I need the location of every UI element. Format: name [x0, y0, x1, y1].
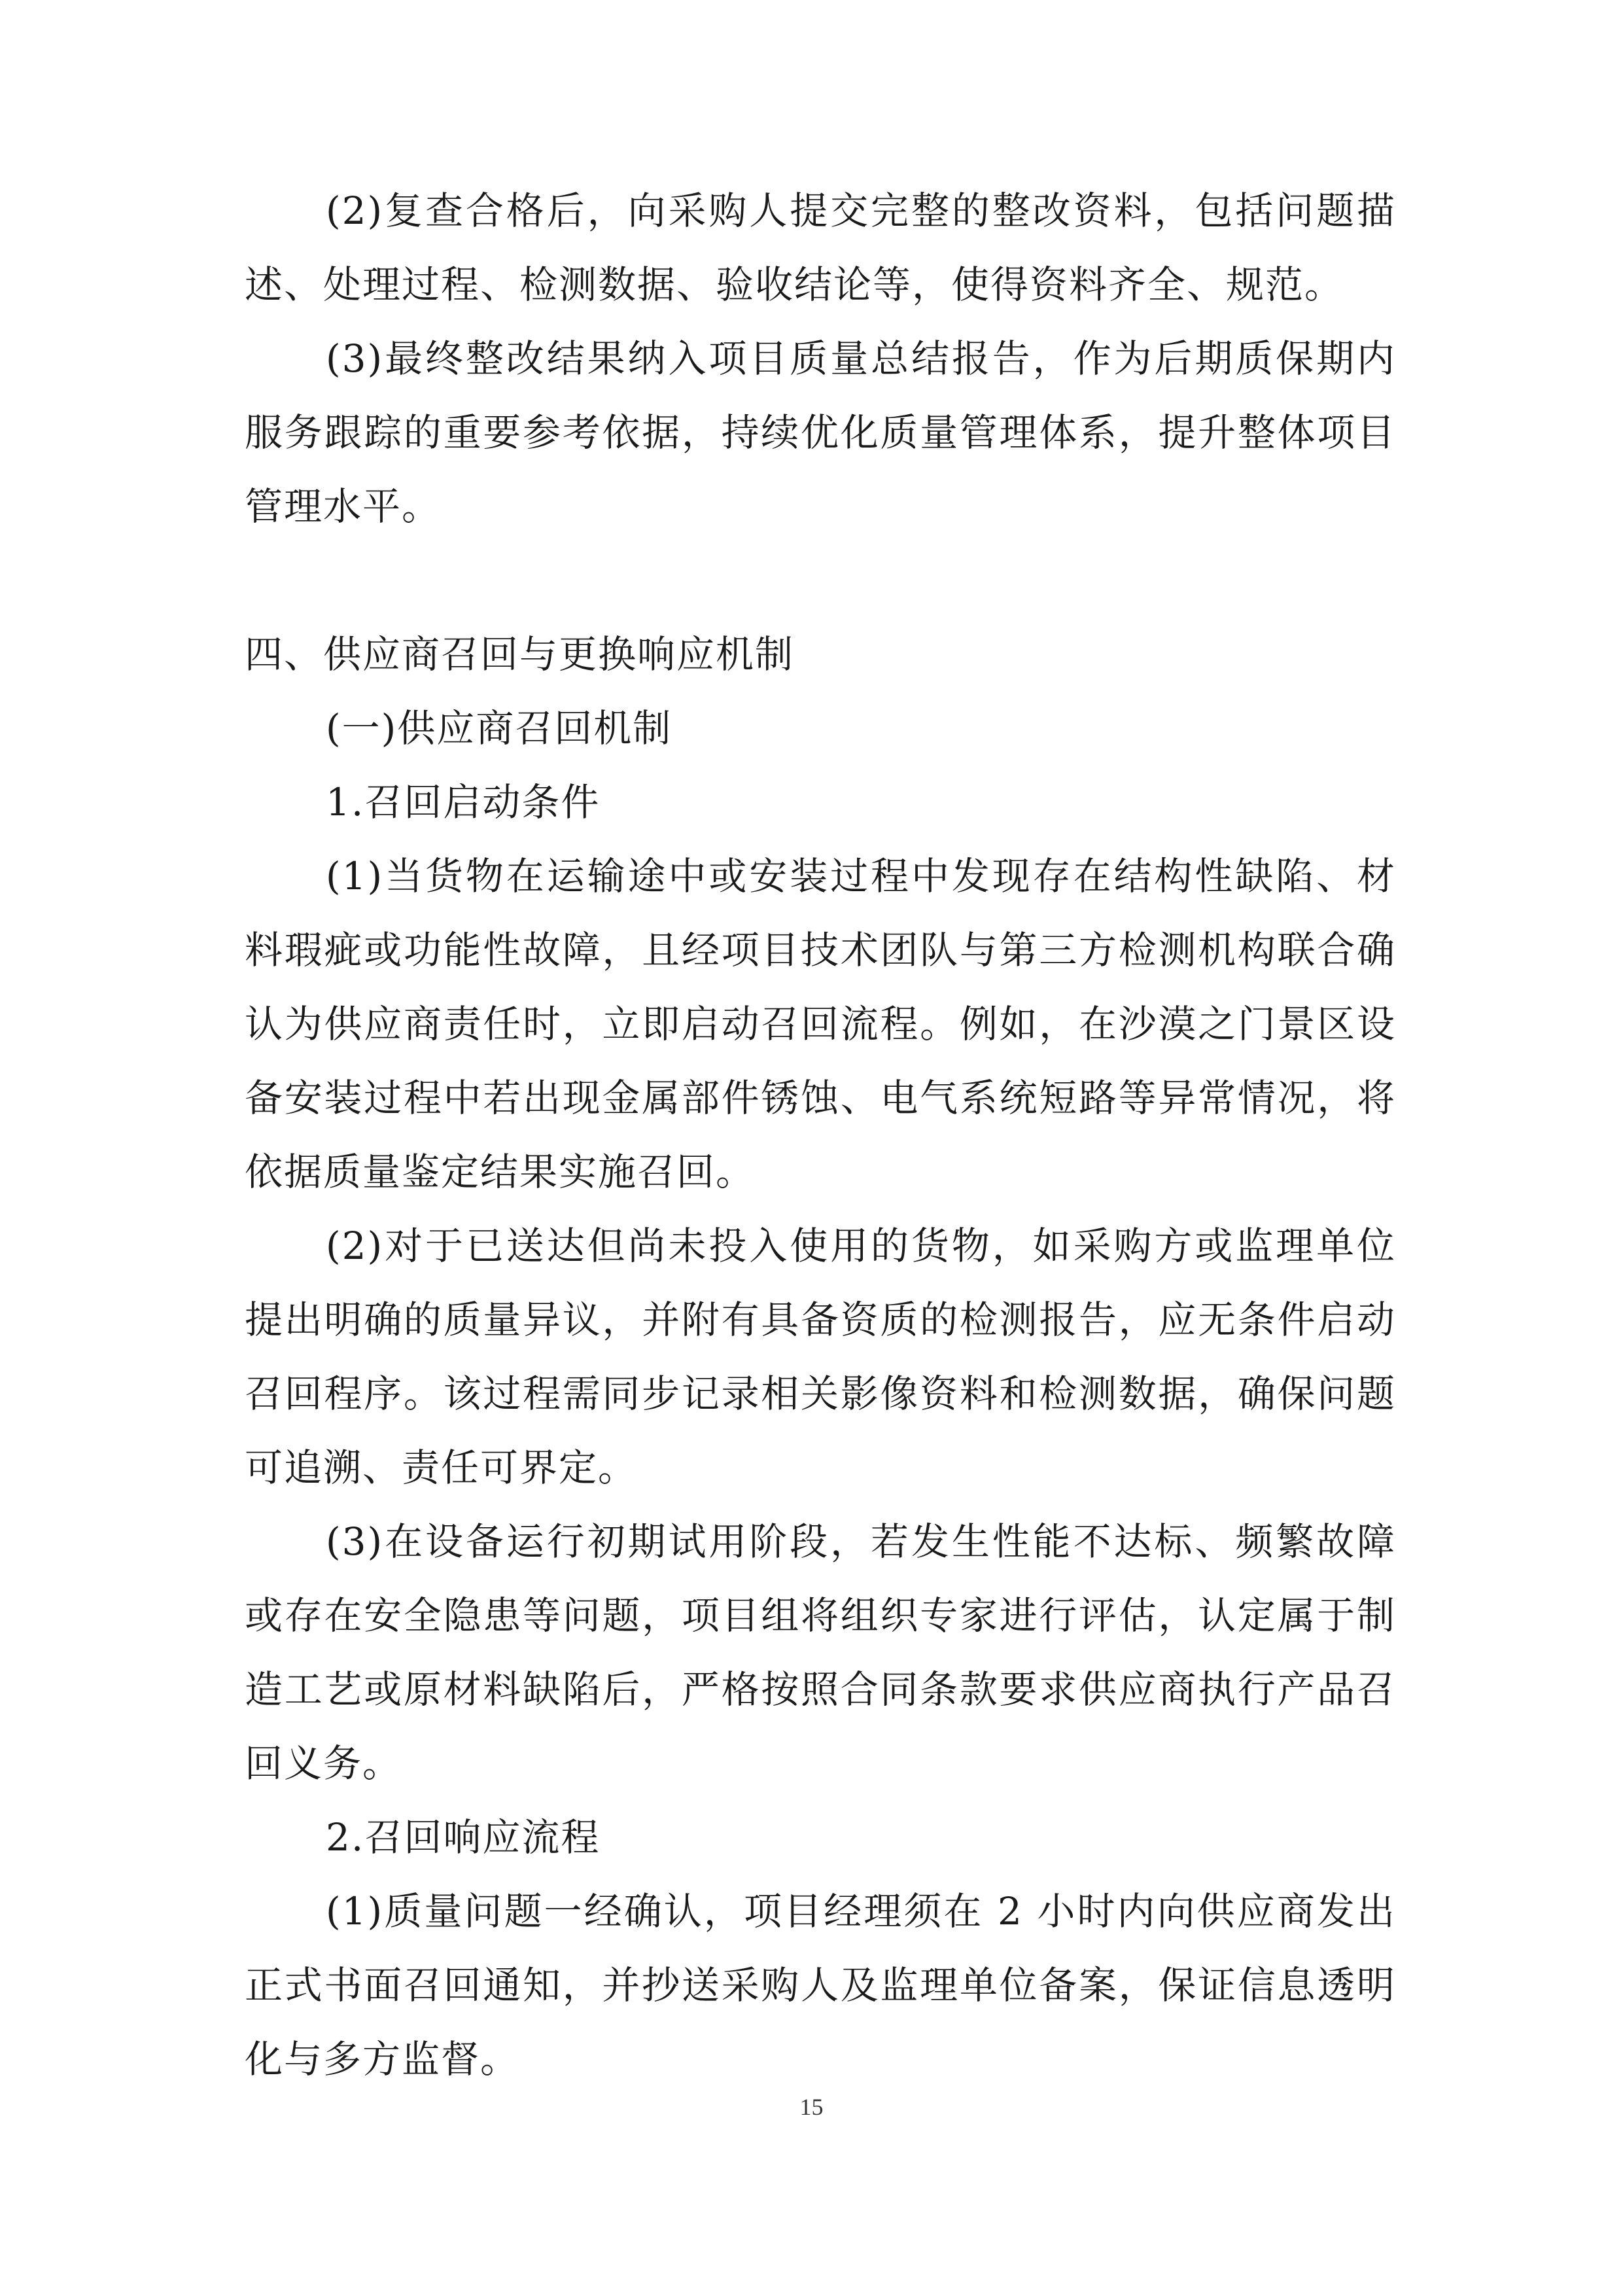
paragraph-recall-condition-2: (2)对于已送达但尚未投入使用的货物，如采购方或监理单位提出明确的质量异议，并附有具备资质的检测报告，应无条件启动召回程序。该过程需同步记录相关影像资料和检测数据，确保问题可追溯、责任可界定。 [245, 1224, 1396, 1490]
item-heading-recall-conditions: 1.召回启动条件 [326, 780, 601, 824]
item-heading-recall-process: 2.召回响应流程 [326, 1815, 601, 1860]
section-heading-supplier-recall: 四、供应商召回与更换响应机制 [245, 632, 795, 677]
page-number: 15 [799, 2094, 824, 2120]
document-body [245, 174, 1396, 2096]
paragraph-recall-condition-1: (1)当货物在运输途中或安装过程中发现存在结构性缺陷、材料瑕疵或功能性故障，且经项目技术团队与第三方检测机构联合确认为供应商责任时，立即启动召回流程。例如，在沙漠之门景区设备安装过程中若出现金属部件锈蚀、电气系统短路等异常情况，将依据质量鉴定结果实施召回。 [245, 854, 1396, 1194]
paragraph-recall-process-1: (1)质量问题一经确认，项目经理须在 2 小时内向供应商发出正式书面召回通知，并抄送采购人及监理单位备案，保证信息透明化与多方监督。 [245, 1889, 1396, 2081]
paragraph-recall-condition-3: (3)在设备运行初期试用阶段，若发生性能不达标、频繁故障或存在安全隐患等问题，项目组将组织专家进行评估，认定属于制造工艺或原材料缺陷后，严格按照合同条款要求供应商执行产品召回义务。 [245, 1519, 1396, 1786]
paragraph-rectification-submission: (2)复查合格后，向采购人提交完整的整改资料，包括问题描述、处理过程、检测数据、验收结论等，使得资料齐全、规范。 [245, 188, 1396, 307]
paragraph-rectification-report: (3)最终整改结果纳入项目质量总结报告，作为后期质保期内服务跟踪的重要参考依据，持续优化质量管理体系，提升整体项目管理水平。 [245, 336, 1396, 529]
subsection-heading-recall-mechanism: (一)供应商召回机制 [326, 706, 672, 751]
